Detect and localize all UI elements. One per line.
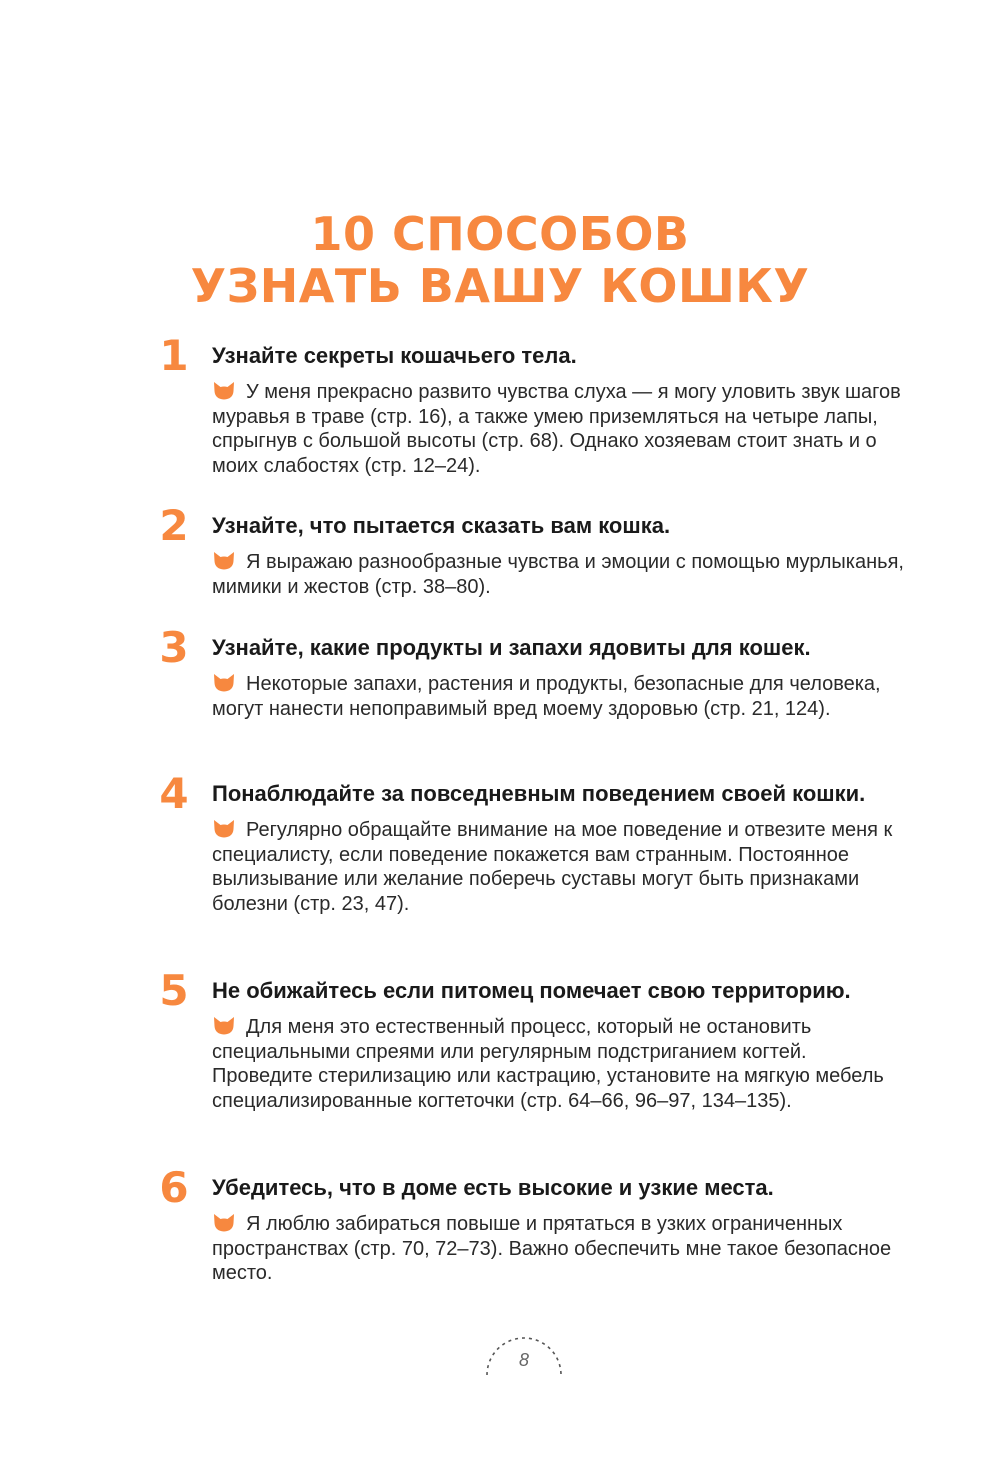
item-number: 5 [159, 966, 189, 1015]
item-heading: Убедитесь, что в доме есть высокие и узкие места. [212, 1175, 774, 1200]
item-heading: Понаблюдайте за повседневным поведением своей кошки. [212, 781, 866, 806]
list-item [150, 769, 910, 916]
item-text: Я выражаю разнообразные чувства и эмоции с помощью мурлыканья, мимики и жестов (стр. 38–80). [212, 551, 904, 598]
item-heading: Узнайте секреты кошачьего тела. [212, 343, 577, 368]
item-text: Для меня это естественный процесс, который не остановить специальными спреями или регулярным подстриганием когтей. Проведите стерилизацию или кастрацию, установите на мягкую мебель специализированные когтеточки (стр. 64–66, 96–97, 134–135). [212, 1016, 884, 1112]
item-number: 6 [159, 1163, 189, 1212]
list-item [150, 331, 910, 478]
title-line-2: УЗНАТЬ ВАШУ КОШКУ [190, 259, 810, 313]
item-text: У меня прекрасно развито чувства слуха — я могу уловить звук шагов муравья в траве (стр. 16), а также умею приземляться на четыре лапы, спрыгнув с большой высоты (стр. 68). Однако хозяевам стоит знать и о моих слабостях (стр. 12–24). [212, 381, 901, 477]
item-text-block [212, 1015, 910, 1113]
item-heading: Узнайте, что пытается сказать вам кошка. [212, 513, 671, 538]
item-number: 2 [159, 501, 189, 550]
item-heading: Узнайте, какие продукты и запахи ядовиты для кошек. [212, 635, 811, 660]
page-title [0, 208, 1000, 312]
cat-head-icon [212, 1016, 236, 1035]
item-text-block [212, 550, 910, 599]
list-item [150, 966, 910, 1113]
list-item [150, 501, 910, 599]
item-heading: Не обижайтесь если питомец помечает свою территорию. [212, 978, 851, 1003]
item-text: Я люблю забираться повыше и прятаться в узких ограниченных пространствах (стр. 70, 72–73). Важно обеспечить мне такое безопасное место. [212, 1213, 892, 1284]
item-text-block [212, 1212, 910, 1286]
cat-head-icon [212, 551, 236, 570]
item-text-block [212, 672, 910, 721]
item-text: Регулярно обращайте внимание на мое поведение и отвезите меня к специалисту, если поведение покажется вам странным. Постоянное вылизывание или желание поберечь суставы могут быть признаками болезни (стр. 23, 47). [212, 819, 893, 915]
cat-head-icon [212, 381, 236, 400]
list-item [150, 623, 910, 721]
item-number: 1 [159, 331, 189, 380]
item-number: 3 [159, 623, 189, 672]
cat-head-icon [212, 819, 236, 838]
item-number: 4 [159, 769, 189, 818]
page-number: 8 [518, 1350, 529, 1370]
title-line-1: 10 СПОСОБОВ [310, 207, 690, 261]
list-item [150, 1163, 910, 1286]
cat-head-icon [212, 673, 236, 692]
page-number-badge [484, 1333, 564, 1379]
cat-head-icon [212, 1213, 236, 1232]
item-text-block [212, 380, 910, 478]
item-text: Некоторые запахи, растения и продукты, безопасные для человека, могут нанести непоправимый вред моему здоровью (стр. 21, 124). [212, 673, 881, 720]
item-text-block [212, 818, 910, 916]
